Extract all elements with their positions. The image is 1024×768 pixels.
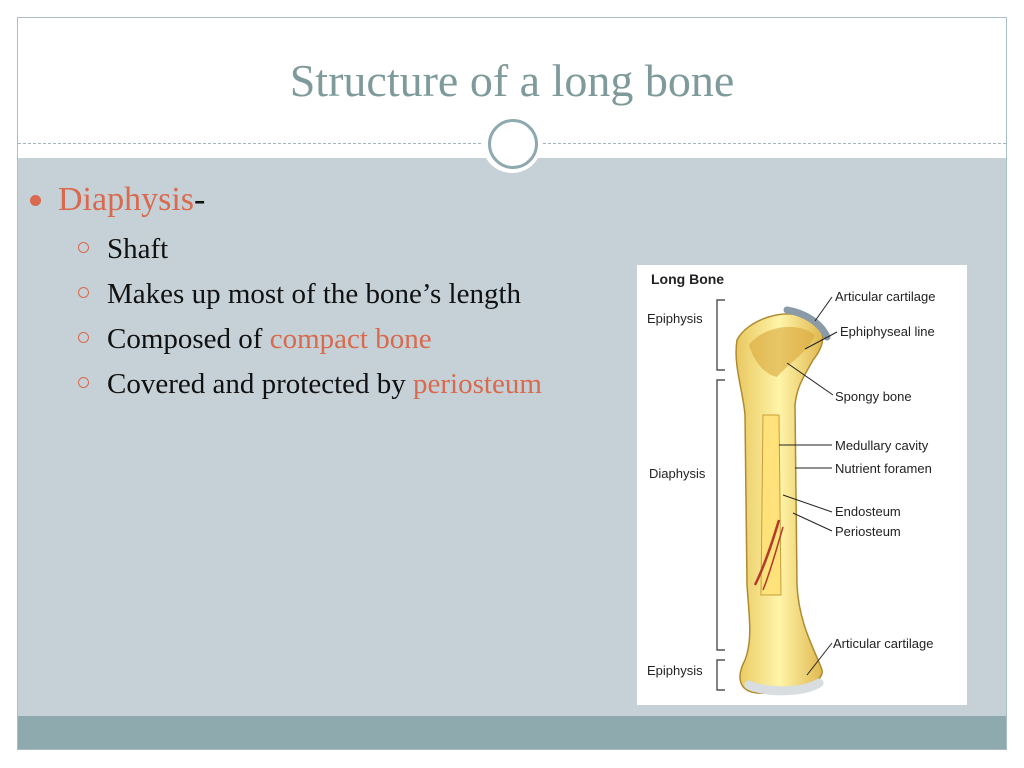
ring-bullet-icon: [78, 287, 89, 298]
term-diaphysis: Diaphysis: [58, 181, 194, 218]
label-spongy-bone: Spongy bone: [835, 389, 912, 404]
term-periosteum: periosteum: [413, 368, 542, 400]
label-medullary-cavity: Medullary cavity: [835, 438, 929, 453]
sub-bullet-body: Covered and protected by: [107, 368, 414, 400]
slide-title: Structure of a long bone: [289, 55, 735, 106]
sub-bullet-body: Shaft: [107, 233, 169, 265]
label-epiphyseal-line: Ephiphyseal line: [840, 324, 935, 339]
label-epiphysis-top: Epiphysis: [647, 311, 703, 326]
label-diaphysis: Diaphysis: [649, 466, 706, 481]
label-articular-cartilage-bottom: Articular cartilage: [833, 636, 934, 651]
bullet-text: [58, 180, 205, 220]
bullet-dot-icon: [30, 195, 41, 206]
label-epiphysis-bottom: Epiphysis: [647, 663, 703, 678]
term-compact-bone: compact bone: [269, 323, 432, 355]
sub-bullet-body: Composed of: [107, 323, 270, 355]
sub-bullet-text: [107, 322, 432, 356]
figure-title: Long Bone: [651, 271, 725, 287]
circle-ornament-icon: [482, 113, 542, 173]
term-suffix: -: [194, 181, 206, 218]
label-periosteum: Periosteum: [835, 524, 901, 539]
sub-bullet-text: [107, 277, 521, 311]
footer-band: [18, 716, 1006, 750]
ring-bullet-icon: [78, 332, 89, 343]
sub-bullet-body: Makes up most of the bone’s length: [107, 278, 522, 310]
sub-bullet-text: [107, 232, 168, 266]
label-endosteum: Endosteum: [835, 504, 901, 519]
ring-bullet-icon: [78, 242, 89, 253]
sub-bullet-text: [107, 367, 542, 401]
label-nutrient-foramen: Nutrient foramen: [835, 461, 932, 476]
label-articular-cartilage-top: Articular cartilage: [835, 289, 936, 304]
long-bone-diagram: [637, 265, 967, 705]
ring-bullet-icon: [78, 377, 89, 388]
